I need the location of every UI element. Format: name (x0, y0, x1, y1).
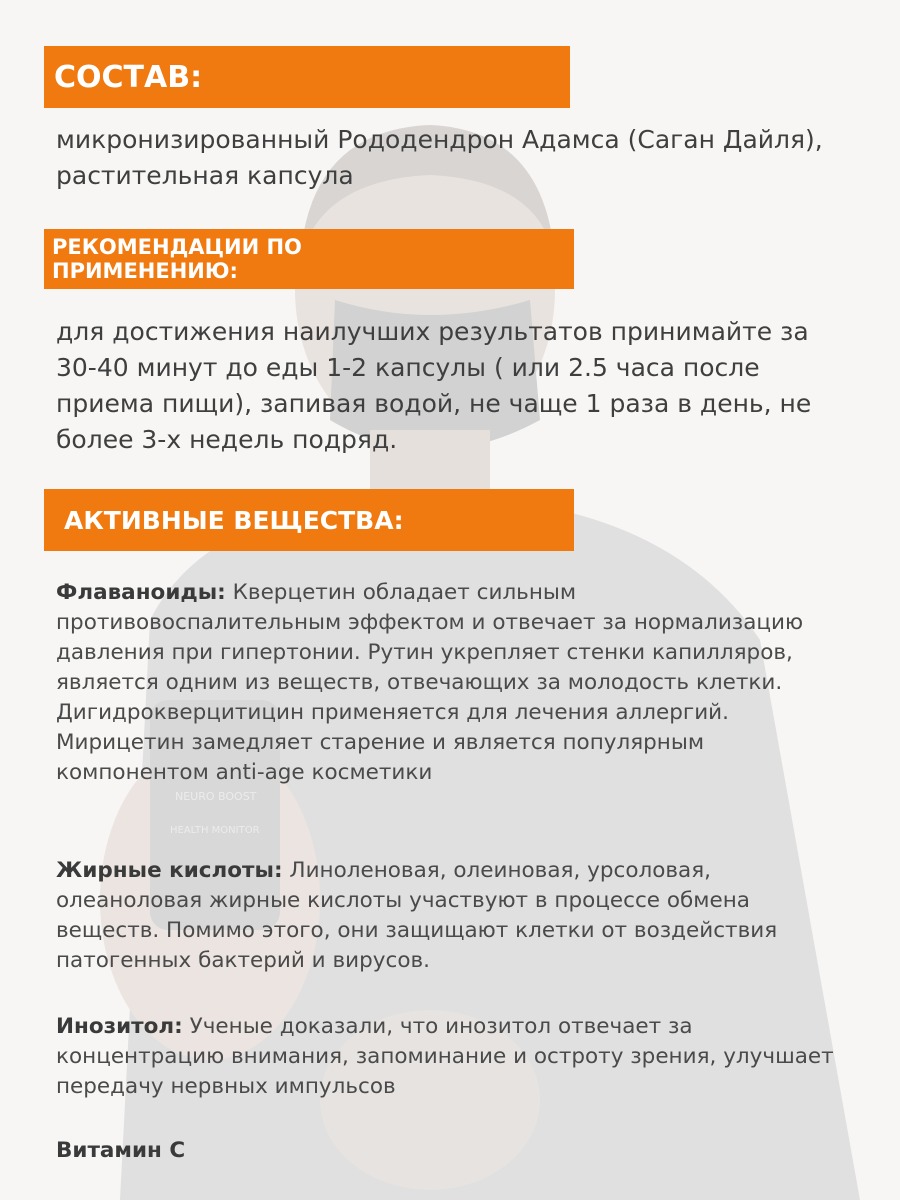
active-item-fatty-acids (56, 856, 856, 976)
active-item-text: Кверцетин обладает сильным противовоспалительным эффектом и отвечает за нормализацию давления при гипертонии. Рутин укрепляет стенки капилляров, является одним из веществ, отвечающих за молодость клетки. Дигидрокверцитицин применяется для лечения аллергий. Мирицетин замедляет старение и является популярным компонентом anti-age косметики (56, 580, 804, 785)
composition-text: микронизированный Рододендрон Адамса (Саган Дайля), растительная капсула (56, 125, 823, 190)
usage-heading-text: РЕКОМЕНДАЦИИ ПО ПРИМЕНЕНИЮ: (52, 235, 302, 283)
active-item-text: Ученые доказали, что инозитол отвечает за концентрацию внимания, запоминание и остроту зрения, улучшает передачу нервных импульсов (56, 1014, 834, 1099)
active-substances-heading: АКТИВНЫЕ ВЕЩЕСТВА: (44, 489, 574, 551)
active-item-name: Витамин С (56, 1138, 186, 1163)
active-item-inositol (56, 1012, 856, 1102)
active-item-name: Флаваноиды: (56, 580, 226, 605)
active-item-vitamin-c (56, 1136, 856, 1166)
active-item-text: Линоленовая, олеиновая, урсоловая, олеаноловая жирные кислоты участвуют в процессе обмена веществ. Помимо этого, они защищают клетки от воздействия патогенных бактерий и вирусов. (56, 858, 778, 973)
bottle-label-2: HEALTH MONITOR (170, 825, 260, 836)
usage-heading (44, 229, 574, 289)
bottle-label-1: NEURO BOOST (175, 790, 257, 803)
active-item-flavonoids (56, 578, 856, 788)
active-item-name: Жирные кислоты: (56, 858, 283, 883)
composition-heading: СОСТАВ: (44, 46, 570, 108)
active-item-name: Инозитол: (56, 1014, 183, 1039)
usage-text: для достижения наилучших результатов принимайте за 30-40 минут до еды 1-2 капсулы ( или 2.5 часа после приема пищи), запивая водой, не чаще 1 раза в день, не более 3-х недель подряд. (56, 317, 812, 454)
